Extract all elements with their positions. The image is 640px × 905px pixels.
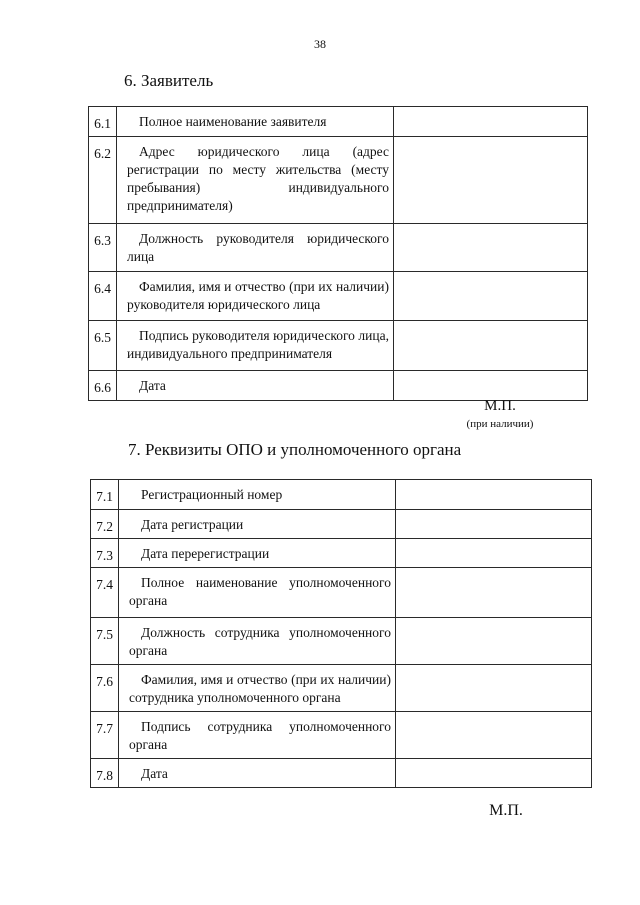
row-value-field[interactable] bbox=[396, 480, 592, 510]
row-label: Должность сотрудника уполномоченного органа bbox=[119, 618, 396, 665]
row-value-field[interactable] bbox=[394, 371, 588, 401]
table-row bbox=[91, 759, 592, 788]
row-value-field[interactable] bbox=[396, 712, 592, 759]
table-row bbox=[89, 371, 588, 401]
table-row bbox=[91, 618, 592, 665]
row-number: 7.4 bbox=[91, 568, 119, 618]
row-number: 7.2 bbox=[91, 510, 119, 539]
table-row bbox=[91, 568, 592, 618]
row-number: 7.6 bbox=[91, 665, 119, 712]
table-row bbox=[91, 712, 592, 759]
row-value-field[interactable] bbox=[396, 618, 592, 665]
table-row bbox=[91, 480, 592, 510]
row-value-field[interactable] bbox=[394, 107, 588, 137]
table-row bbox=[89, 224, 588, 272]
stamp-label: М.П. bbox=[484, 398, 516, 414]
row-value-field[interactable] bbox=[396, 665, 592, 712]
row-number: 7.7 bbox=[91, 712, 119, 759]
row-number: 6.6 bbox=[89, 371, 117, 401]
row-value-field[interactable] bbox=[396, 510, 592, 539]
row-number: 6.3 bbox=[89, 224, 117, 272]
table-row bbox=[89, 272, 588, 321]
row-value-field[interactable] bbox=[394, 272, 588, 321]
row-label: Подпись сотрудника уполномоченного органа bbox=[119, 712, 396, 759]
row-value-field[interactable] bbox=[396, 539, 592, 568]
seal-placeholder bbox=[440, 398, 560, 430]
row-label: Дата bbox=[117, 371, 394, 401]
stamp-note: (при наличии) bbox=[466, 418, 534, 430]
table-row bbox=[89, 321, 588, 371]
row-value-field[interactable] bbox=[396, 759, 592, 788]
table-row bbox=[91, 665, 592, 712]
table-row bbox=[89, 137, 588, 224]
seal-placeholder: М.П. bbox=[489, 802, 523, 819]
registration-details-table bbox=[90, 479, 592, 788]
row-label: Должность руководителя юридического лица bbox=[117, 224, 394, 272]
row-number: 7.8 bbox=[91, 759, 119, 788]
table-row bbox=[91, 539, 592, 568]
row-number: 7.3 bbox=[91, 539, 119, 568]
row-label: Фамилия, имя и отчество (при их наличии) сотрудника уполномоченного органа bbox=[119, 665, 396, 712]
row-label: Адрес юридического лица (адрес регистрации по месту жительства (месту пребывания) индивидуального предпринимателя) bbox=[117, 137, 394, 224]
row-label: Полное наименование заявителя bbox=[117, 107, 394, 137]
row-value-field[interactable] bbox=[394, 137, 588, 224]
row-number: 6.4 bbox=[89, 272, 117, 321]
page-number: 38 bbox=[314, 37, 326, 51]
row-label: Регистрационный номер bbox=[119, 480, 396, 510]
table-row bbox=[89, 107, 588, 137]
row-label: Фамилия, имя и отчество (при их наличии) руководителя юридического лица bbox=[117, 272, 394, 321]
applicant-table bbox=[88, 106, 588, 401]
row-number: 6.2 bbox=[89, 137, 117, 224]
row-number: 6.5 bbox=[89, 321, 117, 371]
row-number: 6.1 bbox=[89, 107, 117, 137]
row-value-field[interactable] bbox=[394, 321, 588, 371]
row-label: Дата регистрации bbox=[119, 510, 396, 539]
row-number: 7.1 bbox=[91, 480, 119, 510]
row-label: Подпись руководителя юридического лица, индивидуального предпринимателя bbox=[117, 321, 394, 371]
table-row bbox=[91, 510, 592, 539]
row-value-field[interactable] bbox=[396, 568, 592, 618]
row-value-field[interactable] bbox=[394, 224, 588, 272]
row-label: Полное наименование уполномоченного органа bbox=[119, 568, 396, 618]
row-number: 7.5 bbox=[91, 618, 119, 665]
section-7-title: 7. Реквизиты ОПО и уполномоченного органа bbox=[128, 440, 462, 459]
row-label: Дата перерегистрации bbox=[119, 539, 396, 568]
section-6-title: 6. Заявитель bbox=[124, 71, 214, 90]
row-label: Дата bbox=[119, 759, 396, 788]
